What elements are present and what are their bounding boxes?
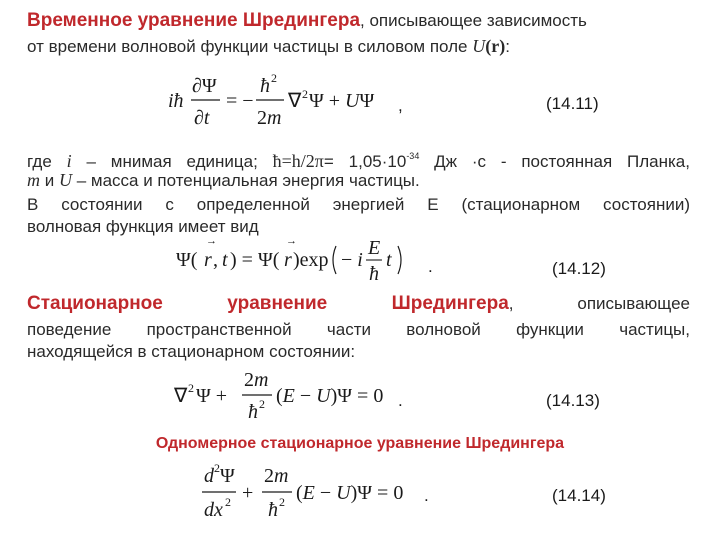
svg-text:∂t: ∂t [194,107,210,129]
eq-14-14-tail: . [424,486,429,505]
svg-text:E: E [368,237,381,259]
planck-exponent: -34 [406,151,420,161]
hbar-expression: ħ=h/2π [272,151,324,171]
svg-text:2: 2 [188,381,194,395]
svg-text:ħ: ħ [369,263,379,285]
potential-symbol: U [472,36,486,56]
svg-text:= −: = − [226,90,254,112]
svg-text:,: , [213,249,218,271]
stationary-line2: волновая функция имеет вид [27,217,259,236]
svg-text:2m: 2m [244,369,269,391]
eq-14-13-tail: . [398,391,403,410]
section1-title-tail: , описывающее зависимость [360,11,587,30]
svg-text:Ψ +: Ψ + [196,385,228,407]
definitions-line1 [27,146,690,172]
i-symbol: i [66,151,72,171]
section1-line2-end: : [505,37,510,56]
svg-text:ħ: ħ [260,75,270,97]
svg-text:∂Ψ: ∂Ψ [192,75,217,97]
svg-text:Ψ: Ψ [220,465,235,487]
svg-text:2: 2 [225,495,231,509]
equation-14-14 [200,460,414,526]
m-symbol: m [27,170,40,190]
U-symbol: U [58,170,72,190]
svg-text:2: 2 [279,495,285,509]
mass-energy-text: – масса и потенциальная энергия частицы. [76,171,420,190]
eq-14-12-number: (14.12) [552,259,606,278]
section1-title: Временное уравнение Шредингера [27,10,361,31]
svg-text:iħ: iħ [168,90,184,112]
equation-14-12 [176,230,412,286]
svg-text:) = Ψ(: ) = Ψ( [230,249,280,271]
eq-14-11-number: (14.11) [546,94,599,113]
svg-text:ħ: ħ [268,499,278,521]
section2-title: Стационарное уравнение Шредингера [27,293,509,314]
and-word: и [44,171,55,190]
svg-text:ħ: ħ [248,401,258,423]
svg-text:− i: − i [341,249,363,271]
svg-text:t: t [222,249,228,271]
svg-text:Ψ(: Ψ( [176,249,198,271]
svg-text:(E − U)Ψ = 0: (E − U)Ψ = 0 [276,385,384,407]
svg-text:Ψ + UΨ: Ψ + UΨ [309,90,375,112]
svg-text:(E − U)Ψ = 0: (E − U)Ψ = 0 [296,482,404,504]
svg-text:dx: dx [204,499,223,521]
svg-text:2m: 2m [257,107,282,129]
stationary-line1: В состоянии с определенной энергией E (стационарном состоянии) [27,195,690,214]
equation-14-13 [174,366,394,424]
eq-14-13-number: (14.13) [546,391,600,410]
definitions-line2 [27,170,690,191]
section3-title: Одномерное стационарное уравнение Шредингера [155,435,565,452]
svg-text:∇: ∇ [174,385,188,407]
section2-title-tail: , описывающее [508,294,690,313]
eq-14-14-number: (14.14) [552,486,606,505]
equation-14-11 [168,70,388,132]
svg-text:2: 2 [259,397,265,411]
svg-text:∇: ∇ [288,90,302,112]
where-word: где [27,152,52,171]
potential-arg: (r) [485,36,506,56]
section2-line1 [27,293,690,314]
planck-units: Дж ·с - постоянная Планка, [434,152,690,171]
section1-line2 [27,36,690,57]
eq-14-12-tail: . [428,257,433,276]
svg-text:2m: 2m [264,465,289,487]
svg-text:→: → [206,235,217,247]
svg-text:d: d [204,465,214,487]
section1-line2-text: от времени волновой функции частицы в силовом поле [27,37,473,56]
svg-text:+: + [242,482,254,504]
section1-line1 [27,10,690,31]
svg-text:t: t [386,249,392,271]
eq-14-11-tail: , [398,96,403,115]
svg-text:r: r [284,249,292,271]
svg-text:)exp: )exp [293,249,329,271]
svg-text:2: 2 [302,87,308,101]
planck-value: = 1,05·10 [323,152,407,171]
svg-text:r: r [204,249,212,271]
imag-text: – мнимая единица; [86,152,258,171]
svg-text:→: → [286,235,297,247]
svg-text:2: 2 [214,461,220,475]
section2-line3: находящейся в стационарном состоянии: [27,342,356,361]
svg-text:2: 2 [271,71,277,85]
section2-line2: поведение пространственной части волновой функции частицы, [27,320,690,339]
